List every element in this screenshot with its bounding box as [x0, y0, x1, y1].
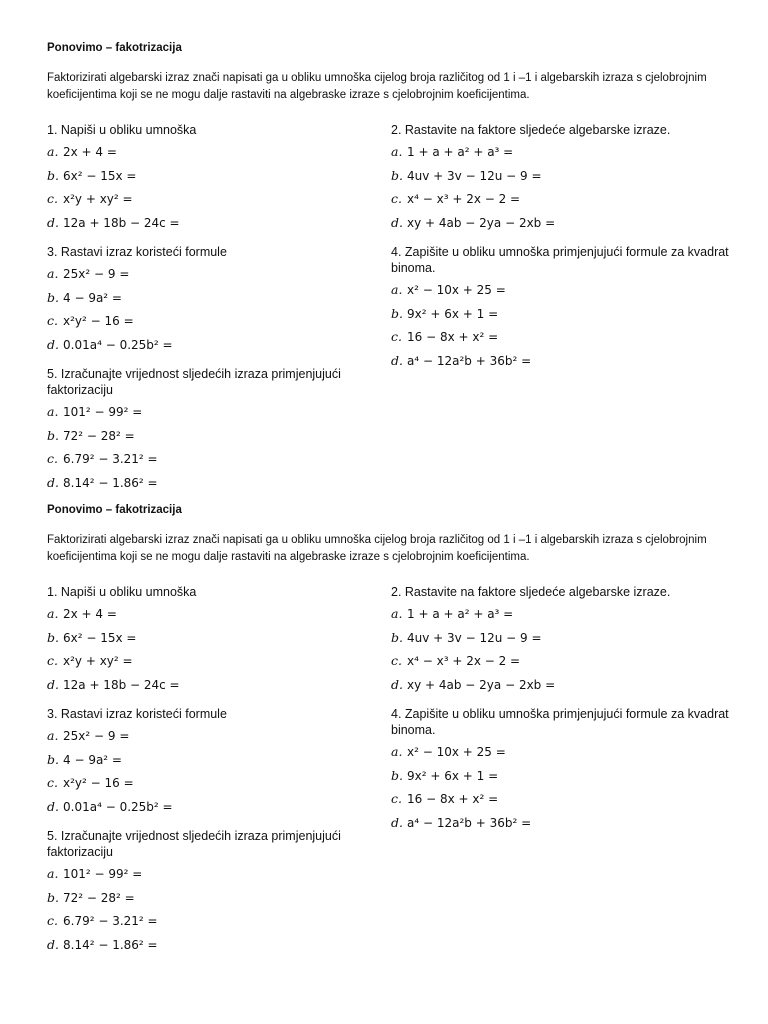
task-heading: 1. Napiši u obliku umnoška — [47, 123, 197, 137]
exercise-label: b. — [391, 305, 403, 321]
exercise-expression: 72² − 28² = — [63, 428, 135, 443]
exercise-expression: x² − 10x + 25 = — [407, 745, 506, 759]
task-1 — [47, 584, 347, 696]
exercise-label: a. — [47, 144, 59, 159]
exercise-expression: 25x² − 9 = — [63, 267, 130, 281]
exercise-item — [47, 862, 347, 886]
exercise-list — [47, 602, 347, 696]
exercise-item — [391, 787, 731, 811]
exercise-expression: 101² − 99² = — [63, 867, 143, 881]
task-heading: 5. Izračunajte vrijednost sljedećih izraza primjenjujući faktorizaciju — [47, 367, 341, 397]
exercise-label: d. — [47, 936, 59, 952]
exercise-expression: 72² − 28² = — [63, 890, 135, 905]
task-heading: 2. Rastavite na faktore sljedeće algebarske izraze. — [391, 585, 671, 599]
exercise-label: c. — [47, 775, 58, 790]
exercise-expression: 6.79² − 3.21² = — [63, 452, 158, 466]
exercise-item — [391, 349, 731, 373]
exercise-label: d. — [47, 798, 59, 814]
task-heading: 1. Napiši u obliku umnoška — [47, 585, 197, 599]
exercise-label: c. — [47, 653, 58, 668]
exercise-expression: xy + 4ab − 2ya − 2xb = — [407, 215, 556, 230]
task-5 — [47, 828, 347, 956]
exercise-expression: x²y² − 16 = — [63, 776, 134, 790]
exercise-item — [47, 164, 347, 188]
task-4 — [391, 244, 731, 372]
exercise-item — [391, 164, 731, 188]
exercise-expression: 1 + a + a² + a³ = — [407, 607, 514, 621]
exercise-item — [47, 309, 347, 333]
exercise-label: d. — [47, 214, 59, 230]
exercise-label: b. — [47, 751, 59, 767]
exercise-item — [47, 211, 347, 235]
exercise-label: b. — [391, 629, 403, 645]
exercise-expression: a⁴ − 12a²b + 36b² = — [407, 353, 532, 368]
exercise-label: c. — [391, 329, 402, 344]
exercise-label: b. — [47, 889, 59, 905]
exercise-expression: 4uv + 3v − 12u − 9 = — [407, 630, 542, 645]
exercise-item — [391, 325, 731, 349]
exercise-item — [47, 673, 347, 697]
worksheet-copy-bottom — [0, 500, 768, 970]
exercise-list — [47, 400, 347, 494]
exercise-item — [47, 886, 347, 910]
exercise-expression: 4 − 9a² = — [63, 752, 122, 767]
exercise-expression: 8.14² − 1.86² = — [63, 475, 158, 490]
task-heading: 4. Zapišite u obliku umnoška primjenjujući formule za kvadrat binoma. — [391, 707, 729, 737]
exercise-expression: 16 − 8x + x² = — [407, 792, 499, 806]
exercise-label: a. — [47, 266, 59, 281]
exercise-label: d. — [391, 676, 403, 692]
exercise-label: b. — [47, 427, 59, 443]
exercise-label: a. — [47, 866, 59, 881]
exercise-label: b. — [47, 289, 59, 305]
exercise-expression: 9x² + 6x + 1 = — [407, 768, 499, 783]
task-heading: 3. Rastavi izraz koristeći formule — [47, 245, 227, 259]
exercise-expression: x²y + xy² = — [63, 654, 133, 668]
exercise-item — [391, 811, 731, 835]
task-4 — [391, 706, 731, 834]
worksheet-copy-top — [0, 38, 768, 508]
worksheet-title: Ponovimo – fakotrizacija — [47, 42, 182, 54]
exercise-item — [391, 211, 731, 235]
exercise-expression: x⁴ − x³ + 2x − 2 = — [407, 654, 521, 668]
exercise-label: b. — [47, 167, 59, 183]
exercise-item — [47, 649, 347, 673]
exercise-label: d. — [47, 676, 59, 692]
exercise-expression: 9x² + 6x + 1 = — [407, 306, 499, 321]
exercise-label: c. — [47, 313, 58, 328]
exercise-item — [391, 626, 731, 650]
exercise-item — [47, 424, 347, 448]
exercise-item — [47, 333, 347, 357]
exercise-item — [47, 748, 347, 772]
exercise-item — [47, 187, 347, 211]
exercise-list — [391, 740, 731, 834]
exercise-expression: 0.01a⁴ − 0.25b² = — [63, 337, 173, 352]
exercise-item — [47, 795, 347, 819]
exercise-expression: a⁴ − 12a²b + 36b² = — [407, 815, 532, 830]
exercise-list — [391, 140, 731, 234]
exercise-item — [391, 302, 731, 326]
exercise-expression: x²y + xy² = — [63, 192, 133, 206]
exercise-item — [47, 286, 347, 310]
exercise-label: b. — [391, 767, 403, 783]
intro-paragraph: Faktorizirati algebarski izraz znači napisati ga u obliku umnoška cijelog broja različitog od 1 i –1 i algebarskih izraza s cjelobrojnim koeficijentima koji se ne mogu dalje rastaviti na algebraske izraze s cjelobrojnim koeficijentima. — [47, 534, 707, 563]
exercise-expression: 8.14² − 1.86² = — [63, 937, 158, 952]
exercise-label: d. — [391, 814, 403, 830]
task-2 — [391, 122, 731, 234]
exercise-expression: 12a + 18b − 24c = — [63, 215, 180, 230]
task-2 — [391, 584, 731, 696]
exercise-item — [391, 278, 731, 302]
exercise-item — [47, 447, 347, 471]
task-heading: 5. Izračunajte vrijednost sljedećih izraza primjenjujući faktorizaciju — [47, 829, 341, 859]
exercise-expression: 6x² − 15x = — [63, 630, 137, 645]
exercise-item — [391, 140, 731, 164]
exercise-label: c. — [391, 191, 402, 206]
exercise-label: a. — [47, 728, 59, 743]
exercise-label: c. — [47, 451, 58, 466]
exercise-item — [47, 933, 347, 957]
exercise-item — [391, 602, 731, 626]
exercise-label: c. — [47, 191, 58, 206]
exercise-item — [47, 771, 347, 795]
worksheet-title: Ponovimo – fakotrizacija — [47, 504, 182, 516]
exercise-expression: 0.01a⁴ − 0.25b² = — [63, 799, 173, 814]
task-heading: 3. Rastavi izraz koristeći formule — [47, 707, 227, 721]
exercise-expression: 25x² − 9 = — [63, 729, 130, 743]
exercise-label: d. — [47, 336, 59, 352]
exercise-item — [47, 140, 347, 164]
exercise-label: a. — [47, 606, 59, 621]
exercise-item — [391, 764, 731, 788]
exercise-list — [391, 602, 731, 696]
exercise-list — [47, 724, 347, 818]
exercise-item — [47, 400, 347, 424]
exercise-label: a. — [391, 744, 403, 759]
exercise-label: b. — [391, 167, 403, 183]
exercise-list — [391, 278, 731, 372]
task-5 — [47, 366, 347, 494]
exercise-item — [47, 626, 347, 650]
exercise-expression: 16 − 8x + x² = — [407, 330, 499, 344]
exercise-item — [47, 471, 347, 495]
exercise-label: d. — [47, 474, 59, 490]
exercise-expression: 12a + 18b − 24c = — [63, 677, 180, 692]
exercise-expression: 6x² − 15x = — [63, 168, 137, 183]
exercise-expression: 1 + a + a² + a³ = — [407, 145, 514, 159]
exercise-item — [391, 649, 731, 673]
exercise-expression: x²y² − 16 = — [63, 314, 134, 328]
exercise-label: c. — [391, 791, 402, 806]
exercise-expression: 4 − 9a² = — [63, 290, 122, 305]
exercise-item — [47, 602, 347, 626]
task-3 — [47, 244, 347, 356]
exercise-item — [47, 909, 347, 933]
task-3 — [47, 706, 347, 818]
exercise-label: a. — [391, 144, 403, 159]
task-heading: 4. Zapišite u obliku umnoška primjenjujući formule za kvadrat binoma. — [391, 245, 729, 275]
exercise-expression: xy + 4ab − 2ya − 2xb = — [407, 677, 556, 692]
exercise-label: a. — [391, 282, 403, 297]
exercise-label: a. — [47, 404, 59, 419]
exercise-expression: x² − 10x + 25 = — [407, 283, 506, 297]
exercise-list — [47, 262, 347, 356]
intro-paragraph: Faktorizirati algebarski izraz znači napisati ga u obliku umnoška cijelog broja različitog od 1 i –1 i algebarskih izraza s cjelobrojnim koeficijentima koji se ne mogu dalje rastaviti na algebraske izraze s cjelobrojnim koeficijentima. — [47, 72, 707, 101]
exercise-item — [391, 187, 731, 211]
exercise-label: d. — [391, 214, 403, 230]
task-1 — [47, 122, 347, 234]
exercise-expression: 2x + 4 = — [63, 607, 117, 621]
exercise-item — [391, 740, 731, 764]
exercise-label: b. — [47, 629, 59, 645]
exercise-item — [391, 673, 731, 697]
exercise-expression: x⁴ − x³ + 2x − 2 = — [407, 192, 521, 206]
exercise-expression: 101² − 99² = — [63, 405, 143, 419]
exercise-expression: 2x + 4 = — [63, 145, 117, 159]
exercise-list — [47, 140, 347, 234]
exercise-item — [47, 262, 347, 286]
exercise-list — [47, 862, 347, 956]
exercise-expression: 6.79² − 3.21² = — [63, 914, 158, 928]
exercise-expression: 4uv + 3v − 12u − 9 = — [407, 168, 542, 183]
exercise-label: a. — [391, 606, 403, 621]
exercise-label: c. — [47, 913, 58, 928]
exercise-label: c. — [391, 653, 402, 668]
exercise-item — [47, 724, 347, 748]
exercise-label: d. — [391, 352, 403, 368]
task-heading: 2. Rastavite na faktore sljedeće algebarske izraze. — [391, 123, 671, 137]
